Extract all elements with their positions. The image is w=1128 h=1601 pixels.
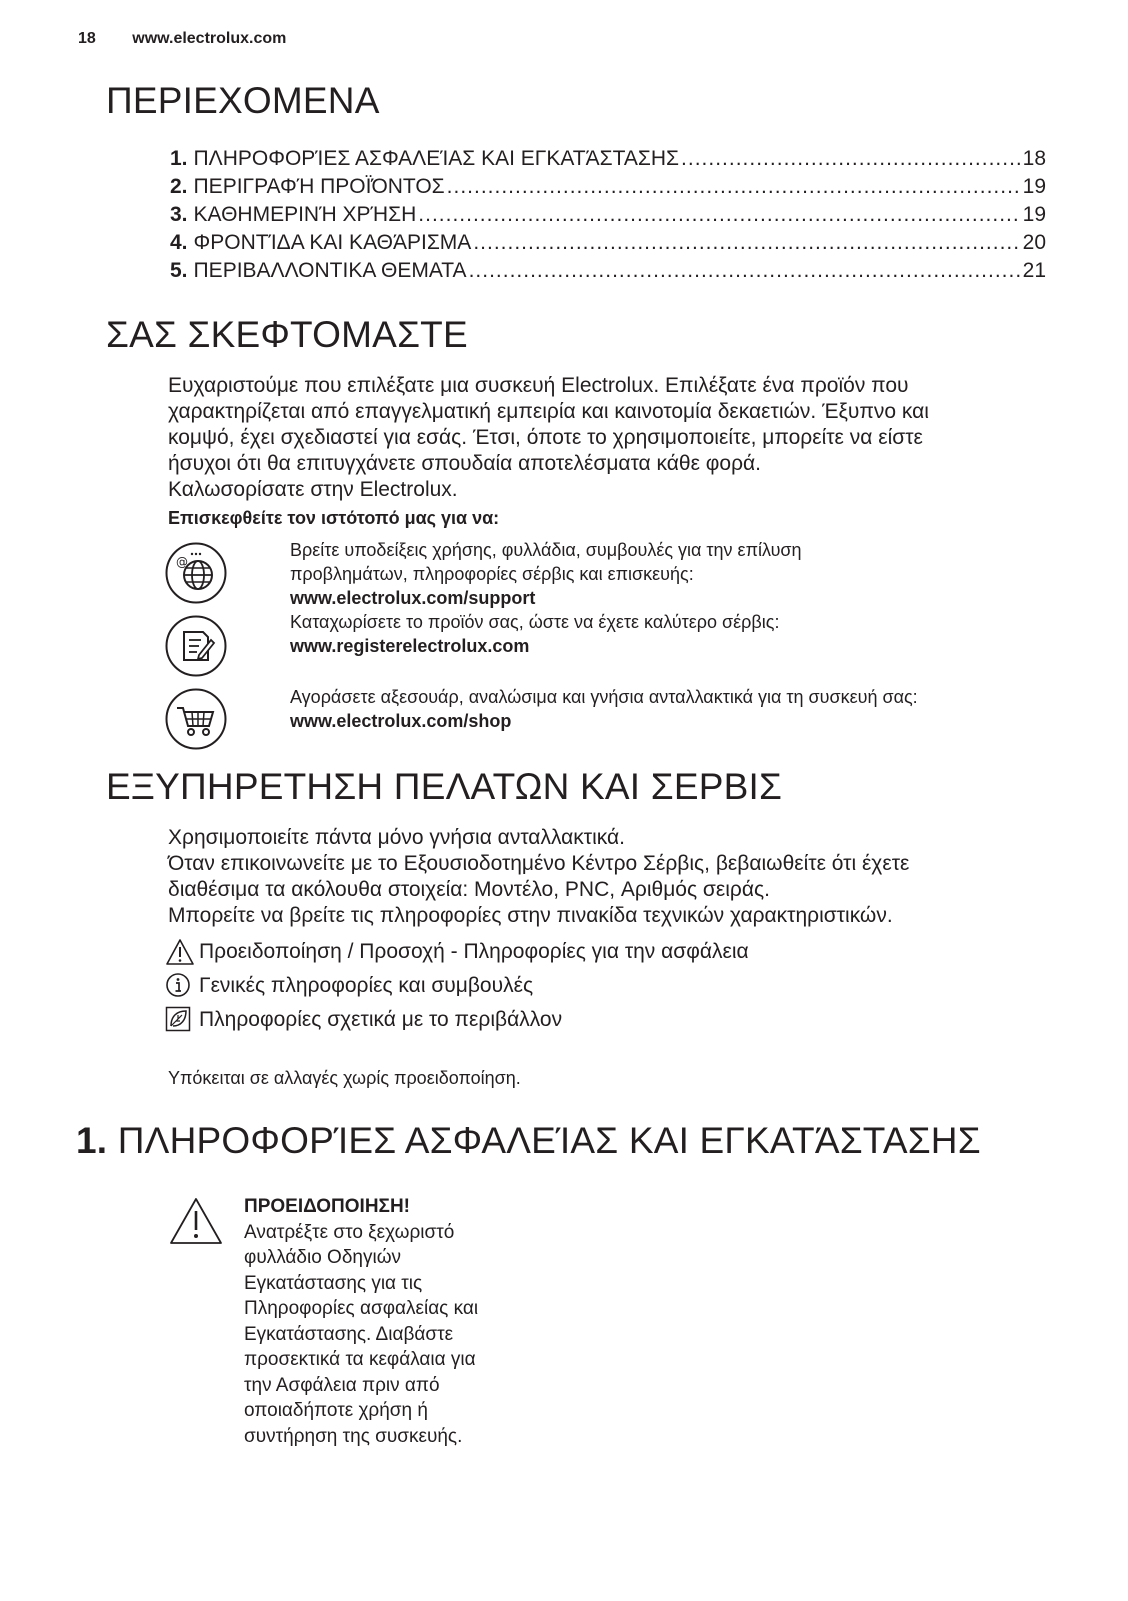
intro-line: ήσυχοι ότι θα επιτυγχάνετε σπουδαία αποτελέσματα κάθε φορά. bbox=[168, 452, 762, 475]
safety-warning bbox=[244, 1194, 544, 1449]
toc-item-number: 3. bbox=[170, 203, 188, 226]
visit-item-text: προβλημάτων, πληροφορίες σέρβις και επισκευής: bbox=[290, 564, 694, 584]
intro-paragraph bbox=[168, 373, 1048, 503]
toc-item[interactable] bbox=[170, 145, 1046, 173]
visit-item-shop bbox=[290, 685, 1070, 733]
visit-item-text: Καταχωρίσετε το προϊόν σας, ώστε να έχετε καλύτερο σέρβις: bbox=[290, 612, 780, 632]
page-header bbox=[78, 30, 286, 48]
register-icon bbox=[165, 615, 227, 677]
legend-warning bbox=[165, 935, 749, 969]
toc-item-title: ΠΕΡΙΓΡΑΦΉ ΠΡΟΪΌΝΤΟΣ bbox=[193, 175, 445, 198]
toc-item-number: 5. bbox=[170, 259, 188, 282]
toc-item-page: 18 bbox=[1022, 147, 1046, 170]
visit-item-support bbox=[290, 538, 1050, 658]
warning-line: Εγκατάστασης. Διαβάστε bbox=[244, 1323, 454, 1345]
globe-icon bbox=[165, 542, 227, 604]
support-link[interactable]: www.electrolux.com/support bbox=[290, 588, 536, 608]
service-paragraph bbox=[168, 825, 1048, 929]
warning-line: οποιαδήποτε χρήση ή bbox=[244, 1400, 428, 1421]
service-line: Όταν επικοινωνείτε με το Εξουσιοδοτημένο Κέντρο Σέρβις, βεβαιωθείτε ότι έχετε bbox=[168, 852, 910, 875]
intro-line: Ευχαριστούμε που επιλέξατε μια συσκευή Electrolux. Επιλέξατε ένα προϊόν που bbox=[168, 374, 909, 397]
toc-item-page: 20 bbox=[1022, 231, 1046, 254]
intro-line: χαρακτηρίζεται από επαγγελματική εμπειρία και καινοτομία δεκαετιών. Έξυπνο και bbox=[168, 400, 929, 423]
toc-item-page: 21 bbox=[1022, 259, 1046, 282]
service-line: Μπορείτε να βρείτε τις πληροφορίες στην πινακίδα τεχνικών χαρακτηριστικών. bbox=[168, 904, 893, 927]
warning-line: φυλλάδιο Οδηγιών bbox=[244, 1247, 402, 1268]
section-title-text: ΠΛΗΡΟΦΟΡΊΕΣ ΑΣΦΑΛΕΊΑΣ ΚΑΙ ΕΓΚΑΤΆΣΤΑΣΗΣ bbox=[117, 1120, 981, 1161]
legend-text: Γενικές πληροφορίες και συμβουλές bbox=[199, 974, 534, 997]
info-icon bbox=[165, 972, 195, 1000]
toc-leader bbox=[681, 145, 1021, 173]
visit-heading: Επισκεφθείτε τον ιστότοπό μας για να: bbox=[168, 508, 500, 528]
service-title: ΕΞΥΠΗΡΕΤΗΣΗ ΠΕΛΑΤΩΝ ΚΑΙ ΣΕΡΒΙΣ bbox=[106, 766, 783, 807]
svg-text:@: @ bbox=[176, 555, 188, 569]
warning-line: προσεκτικά τα κεφάλαια για bbox=[244, 1349, 476, 1370]
toc-item-number: 2. bbox=[170, 175, 188, 198]
safety-section-title bbox=[76, 1120, 981, 1162]
toc-item[interactable] bbox=[170, 229, 1046, 257]
site-url[interactable]: www.electrolux.com bbox=[132, 30, 287, 47]
warning-line: Πληροφορίες ασφαλείας και bbox=[244, 1298, 479, 1319]
section-number: 1. bbox=[76, 1120, 108, 1161]
warning-icon bbox=[168, 1196, 224, 1246]
toc-leader bbox=[469, 257, 1021, 285]
service-line: διαθέσιμα τα ακόλουθα στοιχεία: Μοντέλο, PNC, Αριθμός σειράς. bbox=[168, 878, 770, 901]
visit-item-text: Αγοράσετε αξεσουάρ, αναλώσιμα και γνήσια ανταλλακτικά για τη συσκευή σας: bbox=[290, 687, 918, 707]
intro-line: Καλωσορίσατε στην Electrolux. bbox=[168, 478, 458, 501]
legend-text: Προειδοποίηση / Προσοχή - Πληροφορίες για την ασφάλεια bbox=[199, 940, 749, 963]
table-of-contents bbox=[170, 145, 1046, 285]
toc-item-number: 1. bbox=[170, 147, 188, 170]
visit-item-text: Βρείτε υποδείξεις χρήσης, φυλλάδια, συμβουλές για την επίλυση bbox=[290, 540, 802, 560]
toc-leader bbox=[473, 229, 1020, 257]
warning-line: Εγκατάστασης για τις bbox=[244, 1272, 423, 1294]
toc-item[interactable] bbox=[170, 173, 1046, 201]
shop-link[interactable]: www.electrolux.com/shop bbox=[290, 711, 512, 731]
leaf-icon bbox=[165, 1006, 195, 1034]
thinking-title: ΣΑΣ ΣΚΕΦΤΟΜΑΣΤΕ bbox=[106, 314, 468, 355]
legend-environment bbox=[165, 1003, 749, 1037]
legend-info bbox=[165, 969, 749, 1003]
toc-item-title: ΚΑΘΗΜΕΡΙΝΉ ΧΡΉΣΗ bbox=[193, 203, 417, 226]
shopping-cart-icon bbox=[165, 688, 227, 750]
toc-item-number: 4. bbox=[170, 231, 188, 254]
warning-line: την Ασφάλεια πριν από bbox=[244, 1374, 440, 1396]
toc-item[interactable] bbox=[170, 201, 1046, 229]
toc-item-title: ΠΛΗΡΟΦΟΡΊΕΣ ΑΣΦΑΛΕΊΑΣ ΚΑΙ ΕΓΚΑΤΆΣΤΑΣΗΣ bbox=[193, 147, 680, 170]
warning-line: συντήρηση της συσκευής. bbox=[244, 1425, 463, 1447]
toc-item-page: 19 bbox=[1022, 203, 1046, 226]
toc-item[interactable] bbox=[170, 257, 1046, 285]
warning-heading: ΠΡΟΕΙΔΟΠΟΙΗΣΗ! bbox=[244, 1196, 410, 1217]
toc-item-page: 19 bbox=[1022, 175, 1046, 198]
toc-leader bbox=[418, 201, 1020, 229]
page-number: 18 bbox=[78, 30, 96, 47]
intro-line: κομψό, έχει σχεδιαστεί για εσάς. Έτσι, όποτε το χρησιμοποιείτε, μπορείτε να είστε bbox=[168, 426, 923, 449]
legend-text: Πληροφορίες σχετικά με το περιβάλλον bbox=[199, 1008, 563, 1031]
toc-leader bbox=[447, 173, 1021, 201]
toc-item-title: ΠΕΡΙΒΑΛΛΟΝΤΙΚΑ ΘΕΜΑΤΑ bbox=[193, 259, 467, 282]
change-notice: Υπόκειται σε αλλαγές χωρίς προειδοποίηση. bbox=[168, 1068, 521, 1088]
contents-title: ΠΕΡΙΕΧΟΜΕΝΑ bbox=[106, 80, 380, 121]
register-link[interactable]: www.registerelectrolux.com bbox=[290, 636, 530, 656]
symbol-legend bbox=[165, 935, 749, 1037]
warning-line: Ανατρέξτε στο ξεχωριστό bbox=[244, 1221, 455, 1243]
warning-icon bbox=[165, 938, 195, 966]
service-line: Χρησιμοποιείτε πάντα μόνο γνήσια ανταλλακτικά. bbox=[168, 826, 625, 849]
toc-item-title: ΦΡΟΝΤΊΔΑ ΚΑΙ ΚΑΘΆΡΙΣΜΑ bbox=[193, 231, 472, 254]
